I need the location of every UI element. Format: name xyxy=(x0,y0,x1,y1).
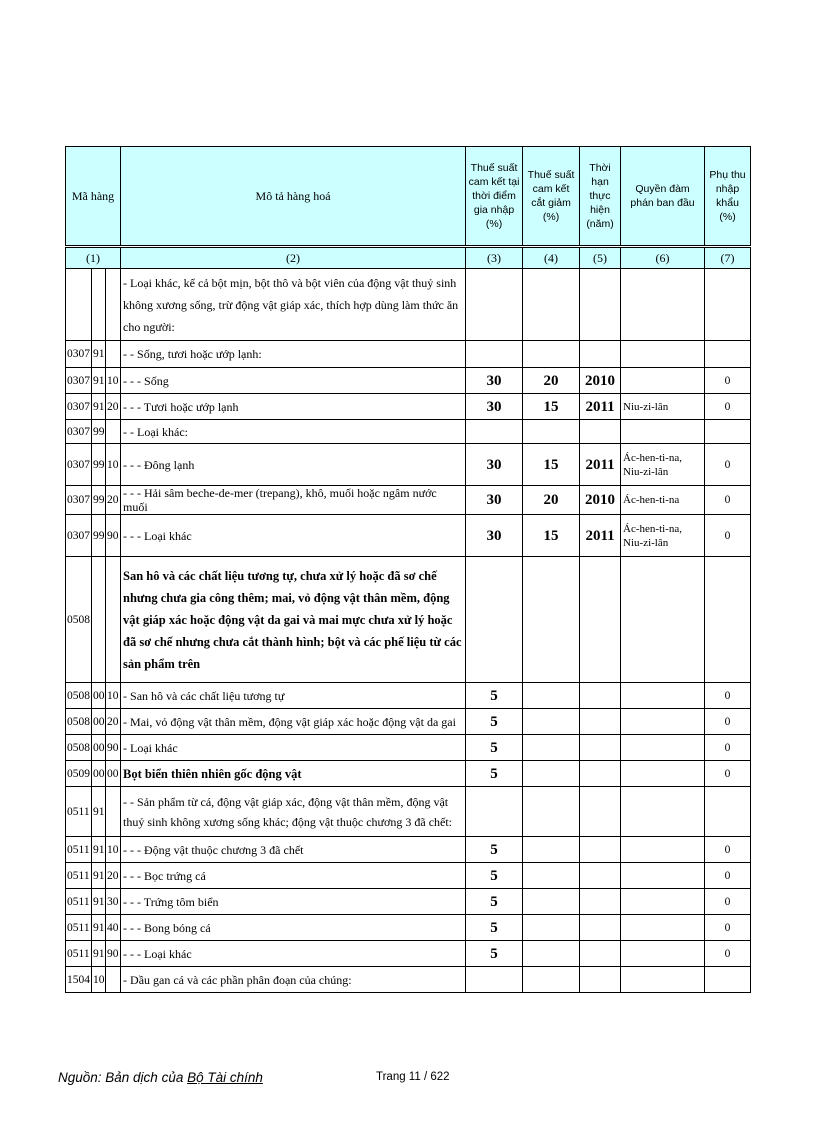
description-cell: - San hô và các chất liệu tương tự xyxy=(121,683,466,709)
surcharge-cell xyxy=(705,341,751,368)
surcharge-cell: 0 xyxy=(705,863,751,889)
surcharge-cell: 0 xyxy=(705,761,751,787)
negotiating-rights-cell: Ác-hen-ti-na, Niu-zi-lân xyxy=(621,444,705,486)
rate-reduced-cell xyxy=(523,761,580,787)
description-cell: Bọt biển thiên nhiên gốc động vật xyxy=(121,761,466,787)
negotiating-rights-cell xyxy=(621,368,705,394)
colnum-3: (3) xyxy=(466,247,523,269)
rate-accession-cell: 5 xyxy=(466,761,523,787)
code-cell: 91 xyxy=(92,915,106,941)
colnum-1: (1) xyxy=(66,247,121,269)
code-cell: 0307 xyxy=(66,486,92,515)
rate-reduced-cell xyxy=(523,787,580,837)
description-cell: - - Sống, tươi hoặc ướp lạnh: xyxy=(121,341,466,368)
rate-accession-cell: 5 xyxy=(466,709,523,735)
code-cell: 91 xyxy=(92,787,106,837)
surcharge-cell: 0 xyxy=(705,444,751,486)
rate-reduced-cell xyxy=(523,863,580,889)
term-cell: 2010 xyxy=(580,486,621,515)
negotiating-rights-cell: Ác-hen-ti-na xyxy=(621,486,705,515)
table-row xyxy=(66,863,751,889)
rate-accession-cell: 30 xyxy=(466,486,523,515)
code-cell: 0511 xyxy=(66,837,92,863)
term-cell xyxy=(580,420,621,444)
code-cell: 10 xyxy=(106,368,121,394)
rate-reduced-cell: 20 xyxy=(523,486,580,515)
rate-reduced-cell: 15 xyxy=(523,444,580,486)
footer-source xyxy=(58,1070,263,1085)
code-cell: 00 xyxy=(92,709,106,735)
code-cell: 91 xyxy=(92,941,106,967)
code-cell: 91 xyxy=(92,863,106,889)
term-cell xyxy=(580,889,621,915)
code-cell: 10 xyxy=(106,683,121,709)
rate-reduced-cell: 15 xyxy=(523,515,580,557)
negotiating-rights-cell xyxy=(621,420,705,444)
term-cell xyxy=(580,941,621,967)
term-cell: 2011 xyxy=(580,394,621,420)
code-cell: 91 xyxy=(92,889,106,915)
code-cell: 0307 xyxy=(66,444,92,486)
page-number: Trang 11 / 622 xyxy=(376,1071,450,1083)
term-cell xyxy=(580,683,621,709)
code-cell: 20 xyxy=(106,394,121,420)
code-cell: 91 xyxy=(92,341,106,368)
surcharge-cell: 0 xyxy=(705,915,751,941)
code-cell: 0307 xyxy=(66,394,92,420)
term-cell xyxy=(580,787,621,837)
negotiating-rights-cell xyxy=(621,863,705,889)
table-row xyxy=(66,941,751,967)
term-cell xyxy=(580,709,621,735)
table-row xyxy=(66,269,751,341)
code-cell: 0508 xyxy=(66,709,92,735)
rate-reduced-cell xyxy=(523,420,580,444)
header-negotiating-rights: Quyền đàm phán ban đầu xyxy=(621,147,705,247)
surcharge-cell xyxy=(705,420,751,444)
table-row xyxy=(66,368,751,394)
code-cell xyxy=(106,420,121,444)
colnum-2: (2) xyxy=(121,247,466,269)
table-row xyxy=(66,889,751,915)
footer-source-link[interactable]: Bộ Tài chính xyxy=(187,1070,263,1085)
colnum-5: (5) xyxy=(580,247,621,269)
rate-reduced-cell xyxy=(523,837,580,863)
rate-accession-cell: 5 xyxy=(466,837,523,863)
table-row xyxy=(66,515,751,557)
term-cell xyxy=(580,863,621,889)
description-cell: San hô và các chất liệu tương tự, chưa xử lý hoặc đã sơ chế nhưng chưa gia công thêm; mai, vỏ động vật thân mềm, động vật giáp xác hoặc động vật da gai và mai mực chưa xử lý hoặc đã sơ chế nhưng chưa cắt thành hình; bột và các phế liệu từ các sản phẩm trên xyxy=(121,557,466,683)
rate-accession-cell: 30 xyxy=(466,515,523,557)
code-cell: 20 xyxy=(106,709,121,735)
term-cell xyxy=(580,735,621,761)
code-cell: 0307 xyxy=(66,368,92,394)
code-cell: 90 xyxy=(106,735,121,761)
surcharge-cell: 0 xyxy=(705,837,751,863)
header-code: Mã hàng xyxy=(66,147,121,247)
rate-accession-cell: 5 xyxy=(466,889,523,915)
code-cell: 99 xyxy=(92,420,106,444)
rate-reduced-cell xyxy=(523,269,580,341)
description-cell: - - - Bong bóng cá xyxy=(121,915,466,941)
negotiating-rights-cell xyxy=(621,915,705,941)
surcharge-cell: 0 xyxy=(705,515,751,557)
code-cell xyxy=(66,269,92,341)
header-rate-reduced: Thuế suất cam kết cắt giảm (%) xyxy=(523,147,580,247)
code-cell: 0511 xyxy=(66,915,92,941)
colnum-7: (7) xyxy=(705,247,751,269)
rate-accession-cell xyxy=(466,420,523,444)
code-cell xyxy=(106,341,121,368)
rate-reduced-cell xyxy=(523,557,580,683)
code-cell xyxy=(106,967,121,993)
code-cell: 90 xyxy=(106,941,121,967)
colnum-4: (4) xyxy=(523,247,580,269)
term-cell xyxy=(580,557,621,683)
negotiating-rights-cell xyxy=(621,761,705,787)
header-rate-accession: Thuế suất cam kết tại thời điểm gia nhập (%) xyxy=(466,147,523,247)
term-cell xyxy=(580,341,621,368)
negotiating-rights-cell xyxy=(621,683,705,709)
negotiating-rights-cell xyxy=(621,787,705,837)
code-cell: 99 xyxy=(92,515,106,557)
description-cell: - Mai, vỏ động vật thân mềm, động vật giáp xác hoặc động vật da gai xyxy=(121,709,466,735)
code-cell: 0509 xyxy=(66,761,92,787)
description-cell: - - - Trứng tôm biển xyxy=(121,889,466,915)
description-cell: - - Sản phẩm từ cá, động vật giáp xác, động vật thân mềm, động vật thuỷ sinh không xương sống khác; động vật thuộc chương 3 đã chết: xyxy=(121,787,466,837)
rate-reduced-cell xyxy=(523,709,580,735)
rate-accession-cell: 30 xyxy=(466,444,523,486)
table-row xyxy=(66,967,751,993)
code-cell: 00 xyxy=(106,761,121,787)
rate-accession-cell xyxy=(466,269,523,341)
description-cell: - - - Loại khác xyxy=(121,941,466,967)
description-cell: - - Loại khác: xyxy=(121,420,466,444)
table-row xyxy=(66,444,751,486)
rate-reduced-cell xyxy=(523,889,580,915)
code-cell: 0508 xyxy=(66,735,92,761)
code-cell: 0307 xyxy=(66,515,92,557)
rate-reduced-cell: 15 xyxy=(523,394,580,420)
negotiating-rights-cell xyxy=(621,709,705,735)
rate-accession-cell: 30 xyxy=(466,368,523,394)
rate-reduced-cell xyxy=(523,735,580,761)
description-cell: - - - Hải sâm beche-de-mer (trepang), khô, muối hoặc ngâm nước muối xyxy=(121,486,466,515)
surcharge-cell: 0 xyxy=(705,889,751,915)
description-cell: - - - Tươi hoặc ướp lạnh xyxy=(121,394,466,420)
code-cell: 0307 xyxy=(66,341,92,368)
code-cell: 10 xyxy=(92,967,106,993)
header-surcharge: Phụ thu nhập khẩu (%) xyxy=(705,147,751,247)
code-cell xyxy=(106,269,121,341)
code-cell: 91 xyxy=(92,837,106,863)
table-row xyxy=(66,837,751,863)
table-row xyxy=(66,420,751,444)
surcharge-cell: 0 xyxy=(705,683,751,709)
code-cell: 00 xyxy=(92,683,106,709)
rate-accession-cell: 5 xyxy=(466,915,523,941)
term-cell xyxy=(580,269,621,341)
table-row xyxy=(66,341,751,368)
code-cell xyxy=(92,557,106,683)
table-row xyxy=(66,709,751,735)
term-cell xyxy=(580,761,621,787)
surcharge-cell xyxy=(705,967,751,993)
description-cell: - - - Động vật thuộc chương 3 đã chết xyxy=(121,837,466,863)
code-cell: 00 xyxy=(92,761,106,787)
code-cell: 40 xyxy=(106,915,121,941)
surcharge-cell xyxy=(705,557,751,683)
rate-accession-cell: 5 xyxy=(466,863,523,889)
negotiating-rights-cell xyxy=(621,941,705,967)
surcharge-cell: 0 xyxy=(705,941,751,967)
term-cell xyxy=(580,967,621,993)
negotiating-rights-cell xyxy=(621,889,705,915)
rate-accession-cell xyxy=(466,341,523,368)
description-cell: - Dầu gan cá và các phần phân đoạn của chúng: xyxy=(121,967,466,993)
code-cell: 1504 xyxy=(66,967,92,993)
table-row xyxy=(66,394,751,420)
surcharge-cell: 0 xyxy=(705,394,751,420)
code-cell: 0307 xyxy=(66,420,92,444)
description-cell: - - - Đông lạnh xyxy=(121,444,466,486)
code-cell: 30 xyxy=(106,889,121,915)
negotiating-rights-cell xyxy=(621,269,705,341)
description-cell: - Loại khác xyxy=(121,735,466,761)
rate-reduced-cell xyxy=(523,941,580,967)
code-cell: 91 xyxy=(92,394,106,420)
code-cell: 10 xyxy=(106,444,121,486)
rate-accession-cell xyxy=(466,557,523,683)
description-cell: - - - Loại khác xyxy=(121,515,466,557)
rate-accession-cell: 5 xyxy=(466,941,523,967)
rate-accession-cell xyxy=(466,787,523,837)
code-cell: 91 xyxy=(92,368,106,394)
negotiating-rights-cell xyxy=(621,557,705,683)
term-cell: 2011 xyxy=(580,515,621,557)
surcharge-cell xyxy=(705,787,751,837)
table-row xyxy=(66,486,751,515)
rate-accession-cell: 30 xyxy=(466,394,523,420)
table-row xyxy=(66,915,751,941)
code-cell: 99 xyxy=(92,486,106,515)
negotiating-rights-cell xyxy=(621,967,705,993)
rate-reduced-cell: 20 xyxy=(523,368,580,394)
footer-source-prefix: Nguồn: Bản dịch của xyxy=(58,1070,188,1085)
term-cell: 2011 xyxy=(580,444,621,486)
description-cell: - - - Bọc trứng cá xyxy=(121,863,466,889)
tariff-table-body xyxy=(66,269,751,993)
code-cell xyxy=(92,269,106,341)
surcharge-cell xyxy=(705,269,751,341)
header-description: Mô tả hàng hoá xyxy=(121,147,466,247)
code-cell: 0511 xyxy=(66,787,92,837)
table-row xyxy=(66,735,751,761)
table-row xyxy=(66,761,751,787)
surcharge-cell: 0 xyxy=(705,735,751,761)
code-cell: 00 xyxy=(92,735,106,761)
code-cell: 0511 xyxy=(66,863,92,889)
rate-reduced-cell xyxy=(523,967,580,993)
description-cell: - Loại khác, kể cả bột mịn, bột thô và bột viên của động vật thuỷ sinh không xương sống, trừ động vật giáp xác, thích hợp dùng làm thức ăn cho người: xyxy=(121,269,466,341)
code-cell: 0508 xyxy=(66,683,92,709)
term-cell xyxy=(580,837,621,863)
tariff-table xyxy=(65,146,751,993)
table-row xyxy=(66,557,751,683)
table-row xyxy=(66,683,751,709)
negotiating-rights-cell xyxy=(621,837,705,863)
rate-accession-cell: 5 xyxy=(466,683,523,709)
surcharge-cell: 0 xyxy=(705,709,751,735)
negotiating-rights-cell xyxy=(621,735,705,761)
negotiating-rights-cell xyxy=(621,341,705,368)
rate-reduced-cell xyxy=(523,915,580,941)
code-cell: 99 xyxy=(92,444,106,486)
negotiating-rights-cell: Ác-hen-ti-na, Niu-zi-lân xyxy=(621,515,705,557)
header-term: Thời hạn thực hiện (năm) xyxy=(580,147,621,247)
code-cell xyxy=(106,557,121,683)
rate-accession-cell xyxy=(466,967,523,993)
code-cell xyxy=(106,787,121,837)
rate-reduced-cell xyxy=(523,341,580,368)
code-cell: 90 xyxy=(106,515,121,557)
description-cell: - - - Sống xyxy=(121,368,466,394)
rate-accession-cell: 5 xyxy=(466,735,523,761)
code-cell: 0508 xyxy=(66,557,92,683)
term-cell xyxy=(580,915,621,941)
colnum-6: (6) xyxy=(621,247,705,269)
surcharge-cell: 0 xyxy=(705,486,751,515)
surcharge-cell: 0 xyxy=(705,368,751,394)
code-cell: 10 xyxy=(106,837,121,863)
code-cell: 0511 xyxy=(66,941,92,967)
code-cell: 0511 xyxy=(66,889,92,915)
code-cell: 20 xyxy=(106,863,121,889)
term-cell: 2010 xyxy=(580,368,621,394)
rate-reduced-cell xyxy=(523,683,580,709)
code-cell: 20 xyxy=(106,486,121,515)
table-row xyxy=(66,787,751,837)
negotiating-rights-cell: Niu-zi-lân xyxy=(621,394,705,420)
